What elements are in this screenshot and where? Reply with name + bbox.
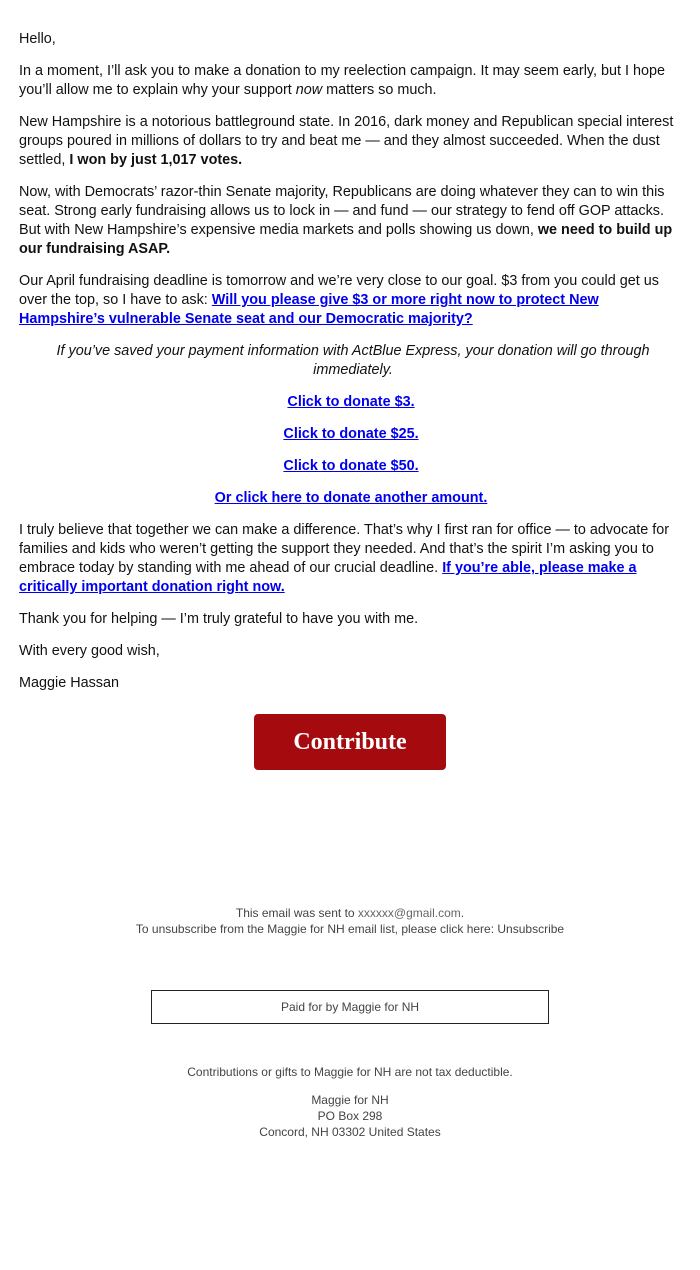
donate-25-link[interactable]: Click to donate $25. — [283, 426, 419, 442]
footer-recipient-info — [0, 905, 700, 937]
thanks-line: Thank you for helping — I’m truly grateful to have you with me. — [19, 611, 419, 627]
unsubscribe-line: To unsubscribe from the Maggie for NH email list, please click here: Unsubscribe — [135, 922, 565, 936]
contribute-button[interactable]: Contribute — [254, 714, 446, 770]
donate-3-link[interactable]: Click to donate $3. — [287, 394, 415, 410]
recipient-email: xxxxxx@gmail.com — [357, 906, 461, 920]
address-name: Maggie for NH — [311, 1093, 389, 1107]
donate-3-row — [19, 393, 683, 412]
unsubscribe-link[interactable]: Unsubscribe — [497, 922, 565, 936]
greeting: Hello, — [19, 31, 56, 47]
actblue-express-note: If you’ve saved your payment information with ActBlue Express, your donation will go through immediately. — [56, 343, 650, 378]
vote-margin: I won by just 1,017 votes. — [69, 152, 243, 168]
signature: Maggie Hassan — [19, 675, 119, 691]
donate-other-amount-link[interactable]: Or click here to donate another amount. — [214, 490, 488, 506]
address-city: Concord, NH 03302 United States — [259, 1125, 441, 1139]
paid-for-disclaimer: Paid for by Maggie for NH — [151, 990, 549, 1024]
paragraph-intro: In a moment, I’ll ask you to make a donation to my reelection campaign. It may seem early, but I hope you’ll allow me to explain why your support now matters so much. — [19, 63, 666, 98]
address-po-box: PO Box 298 — [317, 1109, 383, 1123]
paragraph-deadline: Our April fundraising deadline is tomorrow and we’re very close to our goal. $3 from you could get us over the top, so I have to ask: Will you please give $3 or more right now to protect New Hampshire’s vulnerable Senate seat and our Democratic majority? — [19, 273, 659, 327]
critical-donation-link[interactable]: If you’re able, please make a critically important donation right now. — [19, 560, 637, 595]
tax-deductible-note: Contributions or gifts to Maggie for NH are not tax deductible. — [187, 1065, 513, 1079]
emphasis-now: now — [295, 82, 323, 98]
donate-25-row — [19, 425, 683, 444]
donate-50-link[interactable]: Click to donate $50. — [283, 458, 419, 474]
paragraph-believe: I truly believe that together we can make a difference. That’s why I first ran for office — to advocate for families and kids who weren’t getting the support they needed. And that’s the spirit I’m asking you to embrace today by standing with me ahead of our crucial deadline. If you’re able, please make a critically important donation right now. — [19, 522, 670, 595]
sent-to-line: This email was sent to xxxxxx@gmail.com. — [235, 906, 465, 920]
protect-seat-link[interactable]: Will you please give $3 or more right now to protect New Hampshire’s vulnerable Senate seat and our Democratic majority? — [19, 292, 599, 327]
mailing-address — [0, 1092, 700, 1140]
email-body — [19, 30, 683, 706]
paragraph-majority: Now, with Democrats’ razor-thin Senate majority, Republicans are doing whatever they can to win this seat. Strong early fundraising allows us to lock in — and fund — our strategy to fend off GOP attacks. But with New Hampshire’s expensive media markets and polls showing us down, we need to build up our fundraising ASAP. — [19, 184, 673, 257]
sign-off: With every good wish, — [19, 643, 160, 659]
contribute-section — [0, 714, 700, 770]
donate-other-row — [19, 489, 683, 508]
paragraph-battleground: New Hampshire is a notorious battleground state. In 2016, dark money and Republican special interest groups poured in millions of dollars to try and beat me — and they almost succeeded. When the dust settled, I won by just 1,017 votes. — [19, 114, 674, 168]
fundraising-emphasis: we need to build up our fundraising ASAP. — [19, 222, 673, 257]
donate-50-row — [19, 457, 683, 476]
